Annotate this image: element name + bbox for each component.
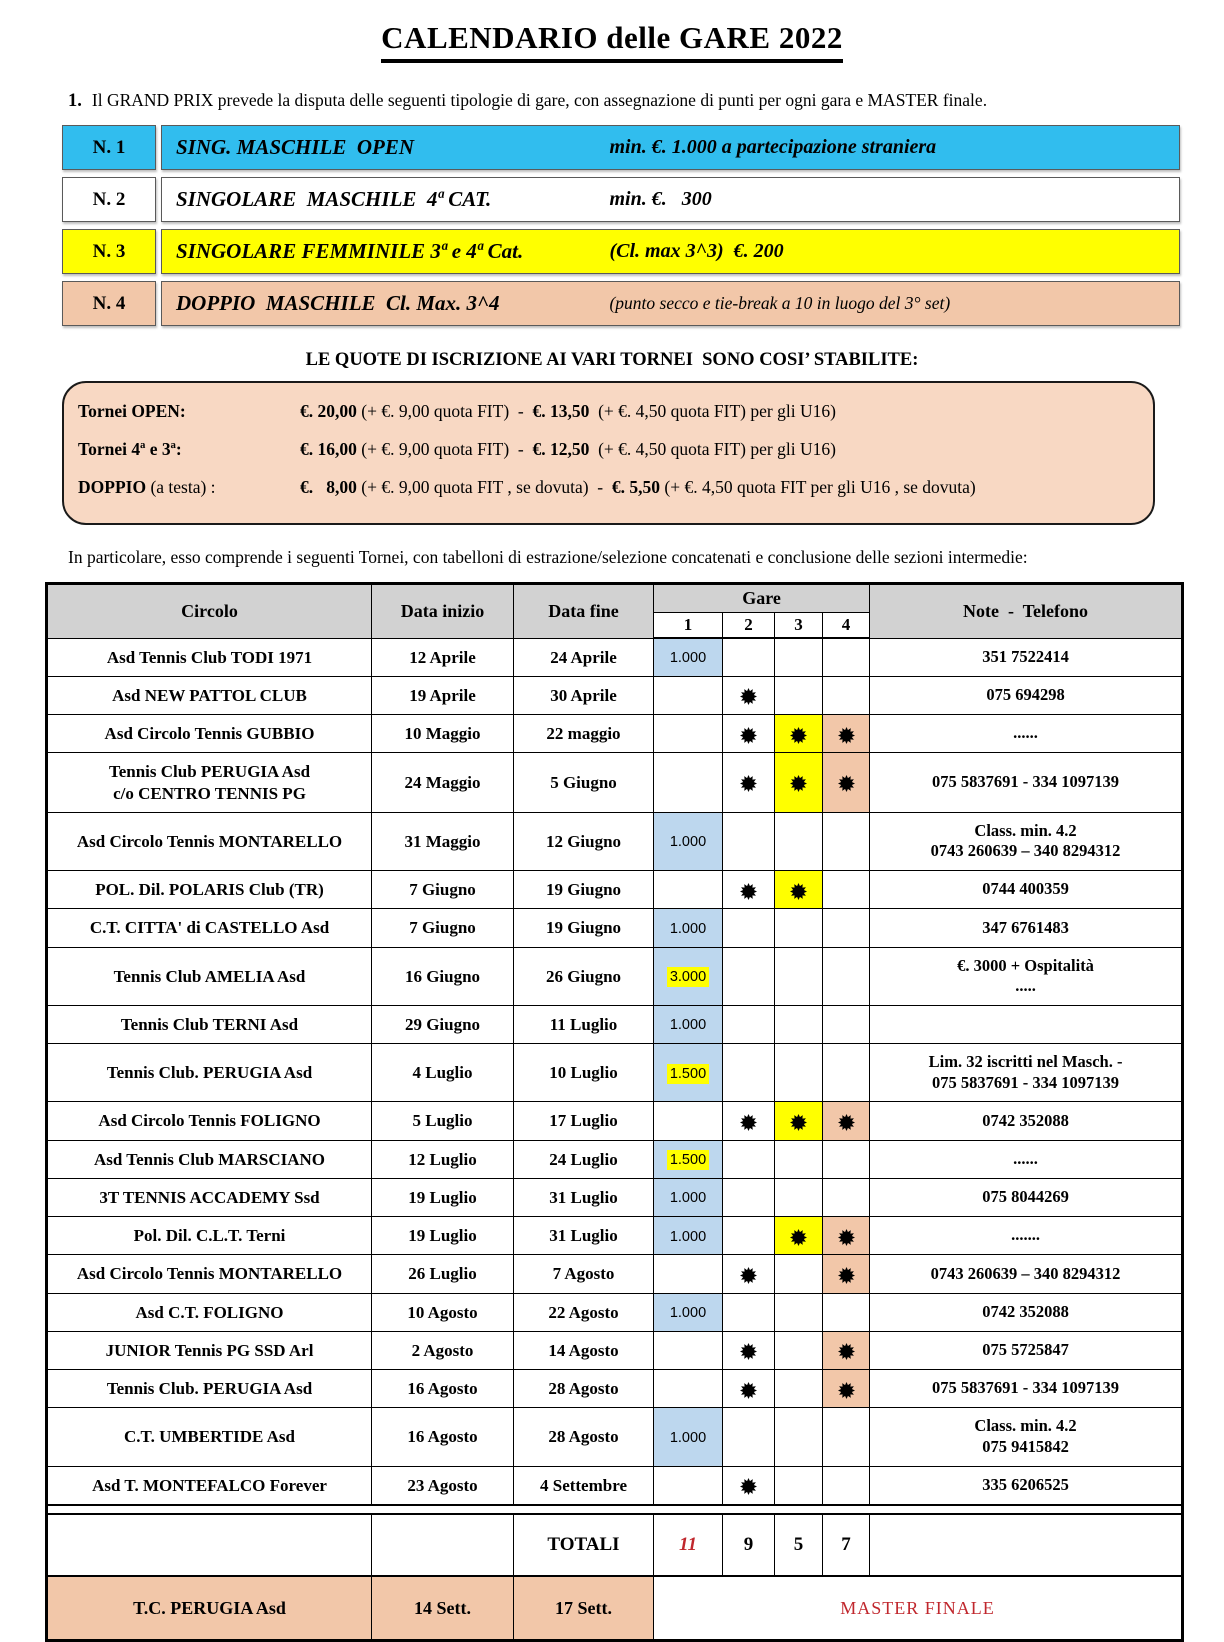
table-row (47, 1102, 1183, 1140)
data-inizio-cell: 31 Maggio (372, 812, 514, 870)
gare4-cell (823, 1293, 870, 1331)
gare4-cell (823, 909, 870, 947)
gare-type-number: N. 2 (62, 177, 156, 222)
separator-row (47, 1505, 1183, 1514)
gare4-cell (823, 1005, 870, 1043)
data-inizio-cell: 16 Agosto (372, 1370, 514, 1408)
table-row (47, 1005, 1183, 1043)
note-cell: Class. min. 4.2 075 9415842 (870, 1408, 1183, 1466)
gare-type-name: DOPPIO MASCHILE Cl. Max. 3^4 (176, 291, 500, 315)
note-cell: 0743 260639 – 340 8294312 (870, 1255, 1183, 1293)
star-icon (790, 1229, 807, 1246)
gare4-cell (823, 947, 870, 1005)
data-inizio-cell: 29 Giugno (372, 1005, 514, 1043)
gare4-cell (823, 1370, 870, 1408)
data-inizio-cell: 19 Aprile (372, 676, 514, 714)
note-cell: Lim. 32 iscritti nel Masch. - 075 5837691 - 334 1097139 (870, 1044, 1183, 1102)
fee-label-bold: DOPPIO (78, 477, 147, 497)
gare2-cell (723, 676, 775, 714)
gare1-cell (654, 1466, 723, 1505)
table-row (47, 715, 1183, 753)
totals-gare-4: 7 (823, 1514, 870, 1576)
circolo-cell: 3T TENNIS ACCADEMY Ssd (47, 1178, 372, 1216)
data-inizio-cell: 23 Agosto (372, 1466, 514, 1505)
table-row (47, 1217, 1183, 1255)
data-fine-cell: 28 Agosto (514, 1370, 654, 1408)
data-inizio-cell: 10 Agosto (372, 1293, 514, 1331)
gare1-value: 1.000 (669, 834, 707, 851)
fee-text (300, 477, 1135, 498)
col-header-gare-4: 4 (823, 613, 870, 639)
totals-gare-3: 5 (775, 1514, 823, 1576)
circolo-cell: Asd C.T. FOLIGNO (47, 1293, 372, 1331)
circolo-cell: Asd Circolo Tennis MONTARELLO (47, 1255, 372, 1293)
gare3-cell (775, 1044, 823, 1102)
note-cell: ....... (870, 1217, 1183, 1255)
gare-type-row-1 (62, 125, 1180, 170)
gare1-cell (654, 1140, 723, 1178)
gare2-cell (723, 1102, 775, 1140)
intro-number: 1. (68, 91, 82, 111)
gare2-cell (723, 1178, 775, 1216)
gare3-cell (775, 1102, 823, 1140)
col-header-data-inizio: Data inizio (372, 584, 514, 639)
gare1-value: 1.000 (669, 1228, 707, 1245)
star-icon (838, 775, 855, 792)
data-fine-cell: 10 Luglio (514, 1044, 654, 1102)
data-fine-cell: 14 Agosto (514, 1331, 654, 1369)
note-cell: ...... (870, 715, 1183, 753)
star-icon (790, 883, 807, 900)
data-fine-cell: 4 Settembre (514, 1466, 654, 1505)
table-row (47, 1408, 1183, 1466)
circolo-cell: C.T. UMBERTIDE Asd (47, 1408, 372, 1466)
data-inizio-cell: 26 Luglio (372, 1255, 514, 1293)
gare-type-name: SINGOLARE FEMMINILE 3ª e 4ª Cat. (176, 239, 524, 263)
circolo-cell: POL. Dil. POLARIS Club (TR) (47, 871, 372, 909)
table-row (47, 1178, 1183, 1216)
gare2-cell (723, 812, 775, 870)
final-data-inizio: 14 Sett. (372, 1576, 514, 1641)
circolo-cell: Tennis Club. PERUGIA Asd (47, 1370, 372, 1408)
gare4-cell (823, 1140, 870, 1178)
fee-amount-2: €. 5,50 (611, 477, 660, 497)
gare1-value: 1.000 (669, 1429, 707, 1446)
gare1-cell (654, 753, 723, 813)
fee-text (300, 439, 1135, 460)
gare3-cell (775, 1178, 823, 1216)
intro-text: Il GRAND PRIX prevede la disputa delle seguenti tipologie di gare, con assegnazione di punti per ogni gara e MASTER finale. (91, 90, 988, 110)
note-cell: 0742 352088 (870, 1102, 1183, 1140)
circolo-cell: Asd NEW PATTOL CLUB (47, 676, 372, 714)
gare-types-table (62, 125, 1180, 326)
star-icon (740, 1382, 757, 1399)
gare-type-detail: (Cl. max 3^3) €. 200 (609, 240, 784, 262)
gare-type-row-4 (62, 281, 1180, 326)
gare-type-detail: (punto secco e tie-break a 10 in luogo del 3° set) (609, 293, 951, 313)
star-icon (740, 727, 757, 744)
gare3-cell (775, 1140, 823, 1178)
data-fine-cell: 12 Giugno (514, 812, 654, 870)
gare4-cell (823, 1408, 870, 1466)
circolo-cell: Asd T. MONTEFALCO Forever (47, 1466, 372, 1505)
data-inizio-cell: 12 Aprile (372, 638, 514, 676)
gare4-cell (823, 715, 870, 753)
gare3-cell (775, 1331, 823, 1369)
fee-amount-1: €. 20,00 (300, 401, 357, 421)
data-fine-cell: 31 Luglio (514, 1217, 654, 1255)
circolo-cell: Tennis Club PERUGIA Asd c/o CENTRO TENNIS PG (47, 753, 372, 813)
circolo-cell: Tennis Club AMELIA Asd (47, 947, 372, 1005)
fee-amount-2: €. 13,50 (532, 401, 590, 421)
table-row (47, 1293, 1183, 1331)
star-icon (740, 883, 757, 900)
final-data-fine: 17 Sett. (514, 1576, 654, 1641)
gare1-cell (654, 909, 723, 947)
gare4-cell (823, 871, 870, 909)
gare1-cell (654, 715, 723, 753)
gare3-cell (775, 1255, 823, 1293)
gare4-cell (823, 812, 870, 870)
circolo-cell: Asd Tennis Club MARSCIANO (47, 1140, 372, 1178)
star-icon (740, 1478, 757, 1495)
data-inizio-cell: 2 Agosto (372, 1331, 514, 1369)
data-inizio-cell: 4 Luglio (372, 1044, 514, 1102)
data-fine-cell: 22 Agosto (514, 1293, 654, 1331)
gare1-cell (654, 1102, 723, 1140)
gare4-cell (823, 638, 870, 676)
col-header-data-fine: Data fine (514, 584, 654, 639)
gare-type-content (161, 229, 1180, 274)
col-header-circolo: Circolo (47, 584, 372, 639)
gare3-cell (775, 638, 823, 676)
gare1-cell (654, 871, 723, 909)
gare1-value: 1.500 (667, 1150, 709, 1170)
fee-amount-1: €. 16,00 (300, 439, 357, 459)
gare4-cell (823, 1255, 870, 1293)
gare1-cell (654, 676, 723, 714)
gare3-cell (775, 947, 823, 1005)
table-row (47, 676, 1183, 714)
master-finale-label: MASTER FINALE (654, 1576, 1183, 1641)
gare4-cell (823, 1178, 870, 1216)
gare1-cell (654, 1370, 723, 1408)
table-row (47, 947, 1183, 1005)
totals-row (47, 1514, 1183, 1576)
circolo-cell: Pol. Dil. C.L.T. Terni (47, 1217, 372, 1255)
col-header-gare: Gare (654, 584, 870, 613)
data-fine-cell: 22 maggio (514, 715, 654, 753)
gare1-value: 1.000 (669, 1305, 707, 1322)
note-cell: 335 6206525 (870, 1466, 1183, 1505)
note-cell: 0742 352088 (870, 1293, 1183, 1331)
data-fine-cell: 7 Agosto (514, 1255, 654, 1293)
table-row (47, 812, 1183, 870)
gare4-cell (823, 1466, 870, 1505)
gare1-cell (654, 1044, 723, 1102)
gare1-cell (654, 1331, 723, 1369)
totals-empty-circolo (47, 1514, 372, 1576)
gare4-cell (823, 1044, 870, 1102)
gare1-cell (654, 812, 723, 870)
data-fine-cell: 26 Giugno (514, 947, 654, 1005)
fee-line-open (78, 401, 1135, 422)
note-cell: ...... (870, 1140, 1183, 1178)
star-icon (740, 1267, 757, 1284)
gare1-value: 1.500 (667, 1064, 709, 1084)
gare-type-number: N. 1 (62, 125, 156, 170)
totals-gare-2: 9 (723, 1514, 775, 1576)
gare2-cell (723, 1044, 775, 1102)
note-cell: 075 5837691 - 334 1097139 (870, 1370, 1183, 1408)
totals-empty-inizio (372, 1514, 514, 1576)
gare1-value: 1.000 (669, 650, 707, 667)
star-icon (838, 1267, 855, 1284)
fee-text (300, 401, 1135, 422)
note-cell: Class. min. 4.2 0743 260639 – 340 8294312 (870, 812, 1183, 870)
gare1-cell (654, 947, 723, 1005)
gare2-cell (723, 1217, 775, 1255)
table-row (47, 1255, 1183, 1293)
gare3-cell (775, 715, 823, 753)
fees-heading: LE QUOTE DI ISCRIZIONE AI VARI TORNEI SONO COSI’ STABILITE: (305, 350, 919, 370)
page-title: CALENDARIO delle GARE 2022 (381, 20, 843, 63)
gare1-value: 3.000 (667, 967, 709, 987)
data-inizio-cell: 19 Luglio (372, 1217, 514, 1255)
fee-label-bold: Tornei 4ª e 3ª: (78, 439, 182, 459)
circolo-cell: Asd Circolo Tennis GUBBIO (47, 715, 372, 753)
calendar-table-body (47, 638, 1183, 1640)
data-inizio-cell: 5 Luglio (372, 1102, 514, 1140)
gare3-cell (775, 1217, 823, 1255)
star-icon (838, 1114, 855, 1131)
fee-label-bold: Tornei OPEN: (78, 401, 186, 421)
gare3-cell (775, 676, 823, 714)
gare3-cell (775, 1005, 823, 1043)
circolo-cell: Asd Circolo Tennis FOLIGNO (47, 1102, 372, 1140)
circolo-cell: JUNIOR Tennis PG SSD Arl (47, 1331, 372, 1369)
fee-mid: (+ €. 9,00 quota FIT) - (356, 439, 533, 459)
col-header-gare-3: 3 (775, 613, 823, 639)
data-fine-cell: 17 Luglio (514, 1102, 654, 1140)
data-inizio-cell: 7 Giugno (372, 871, 514, 909)
gare1-value: 1.000 (669, 1190, 707, 1207)
table-row (47, 638, 1183, 676)
note-cell: €. 3000 + Ospitalità ..... (870, 947, 1183, 1005)
table-row (47, 871, 1183, 909)
star-icon (790, 1114, 807, 1131)
star-icon (838, 1343, 855, 1360)
gare2-cell (723, 871, 775, 909)
note-cell: 075 5725847 (870, 1331, 1183, 1369)
fee-tail: (+ €. 4,50 quota FIT) per gli U16) (589, 439, 836, 459)
gare3-cell (775, 1466, 823, 1505)
data-fine-cell: 24 Luglio (514, 1140, 654, 1178)
table-row (47, 1140, 1183, 1178)
totals-gare-1: 11 (654, 1514, 723, 1576)
gare1-cell (654, 1178, 723, 1216)
gare2-cell (723, 1140, 775, 1178)
totals-label: TOTALI (514, 1514, 654, 1576)
data-inizio-cell: 7 Giugno (372, 909, 514, 947)
gare-type-content (161, 177, 1180, 222)
gare-type-name: SINGOLARE MASCHILE 4ª CAT. (176, 187, 492, 211)
gare2-cell (723, 638, 775, 676)
data-fine-cell: 11 Luglio (514, 1005, 654, 1043)
circolo-cell: Asd Tennis Club TODI 1971 (47, 638, 372, 676)
gare3-cell (775, 909, 823, 947)
gare1-cell (654, 1217, 723, 1255)
data-fine-cell: 31 Luglio (514, 1178, 654, 1216)
circolo-cell: C.T. CITTA' di CASTELLO Asd (47, 909, 372, 947)
table-row (47, 1044, 1183, 1102)
note-cell: 0744 400359 (870, 871, 1183, 909)
data-fine-cell: 30 Aprile (514, 676, 654, 714)
gare3-cell (775, 1370, 823, 1408)
gare-type-detail: min. €. 300 (609, 188, 712, 210)
fee-mid: (+ €. 9,00 quota FIT) - (356, 401, 533, 421)
gare3-cell (775, 871, 823, 909)
fee-line-4a3a (78, 439, 1135, 460)
circolo-cell: Asd Circolo Tennis MONTARELLO (47, 812, 372, 870)
gare1-value: 1.000 (669, 920, 707, 937)
title-wrap (0, 0, 1224, 63)
star-icon (740, 688, 757, 705)
fee-mid: (+ €. 9,00 quota FIT , se dovuta) - (356, 477, 612, 497)
data-fine-cell: 28 Agosto (514, 1408, 654, 1466)
gare4-cell (823, 1331, 870, 1369)
star-icon (838, 727, 855, 744)
gare4-cell (823, 676, 870, 714)
calendar-table-head (47, 584, 1183, 639)
data-inizio-cell: 24 Maggio (372, 753, 514, 813)
fee-tail: (+ €. 4,50 quota FIT) per gli U16) (589, 401, 836, 421)
fee-label-normal: (a testa) : (146, 477, 216, 497)
note-cell: 075 8044269 (870, 1178, 1183, 1216)
data-inizio-cell: 16 Giugno (372, 947, 514, 1005)
data-fine-cell: 5 Giugno (514, 753, 654, 813)
gare2-cell (723, 909, 775, 947)
gare2-cell (723, 947, 775, 1005)
separator-cell (47, 1505, 1183, 1514)
gare2-cell (723, 1005, 775, 1043)
note-cell (870, 1005, 1183, 1043)
gare4-cell (823, 753, 870, 813)
fee-label (78, 439, 300, 460)
circolo-cell: Tennis Club TERNI Asd (47, 1005, 372, 1043)
table-row (47, 1370, 1183, 1408)
gare2-cell (723, 1293, 775, 1331)
gare-type-detail: min. €. 1.000 a partecipazione straniera (609, 136, 937, 158)
star-icon (790, 727, 807, 744)
gare1-cell (654, 1408, 723, 1466)
gare-type-number: N. 3 (62, 229, 156, 274)
star-icon (838, 1382, 855, 1399)
data-inizio-cell: 19 Luglio (372, 1178, 514, 1216)
star-icon (740, 1343, 757, 1360)
data-fine-cell: 19 Giugno (514, 909, 654, 947)
header-row (47, 584, 1183, 613)
star-icon (740, 1114, 757, 1131)
data-inizio-cell: 12 Luglio (372, 1140, 514, 1178)
master-final-row (47, 1576, 1183, 1641)
gare1-value: 1.000 (669, 1017, 707, 1034)
gare-type-row-3 (62, 229, 1180, 274)
fee-tail: (+ €. 4,50 quota FIT per gli U16 , se dovuta) (660, 477, 976, 497)
gare1-cell (654, 638, 723, 676)
gare3-cell (775, 812, 823, 870)
table-row (47, 909, 1183, 947)
gare4-cell (823, 1102, 870, 1140)
data-inizio-cell: 10 Maggio (372, 715, 514, 753)
note-cell: 351 7522414 (870, 638, 1183, 676)
gare-type-row-2 (62, 177, 1180, 222)
table-row (47, 1331, 1183, 1369)
star-icon (790, 775, 807, 792)
gare-type-name: SING. MASCHILE OPEN (176, 135, 415, 159)
circolo-cell: Tennis Club. PERUGIA Asd (47, 1044, 372, 1102)
note-cell: 075 5837691 - 334 1097139 (870, 753, 1183, 813)
star-icon (838, 1229, 855, 1246)
gare2-cell (723, 753, 775, 813)
gare2-cell (723, 1255, 775, 1293)
fees-box (62, 381, 1155, 525)
data-inizio-cell: 16 Agosto (372, 1408, 514, 1466)
gare2-cell (723, 1370, 775, 1408)
star-icon (740, 775, 757, 792)
gare3-cell (775, 753, 823, 813)
gare4-cell (823, 1217, 870, 1255)
gare-type-content (161, 125, 1180, 170)
gare3-cell (775, 1408, 823, 1466)
detail-paragraph: In particolare, esso comprende i seguenti Tornei, con tabelloni di estrazione/selezione concatenati e conclusione delle sezioni intermedie: (68, 547, 1028, 567)
gare1-cell (654, 1255, 723, 1293)
fee-amount-2: €. 12,50 (532, 439, 590, 459)
gare-type-content (161, 281, 1180, 326)
final-circolo: T.C. PERUGIA Asd (47, 1576, 372, 1641)
table-row (47, 1466, 1183, 1505)
fee-label (78, 401, 300, 422)
data-fine-cell: 24 Aprile (514, 638, 654, 676)
gare1-cell (654, 1005, 723, 1043)
gare3-cell (775, 1293, 823, 1331)
gare2-cell (723, 715, 775, 753)
table-row (47, 753, 1183, 813)
note-cell: 347 6761483 (870, 909, 1183, 947)
gare1-cell (654, 1293, 723, 1331)
data-fine-cell: 19 Giugno (514, 871, 654, 909)
gare-type-number: N. 4 (62, 281, 156, 326)
calendar-table (45, 582, 1184, 1642)
col-header-gare-1: 1 (654, 613, 723, 639)
col-header-note-telefono: Note - Telefono (870, 584, 1183, 639)
fee-label (78, 477, 300, 498)
gare2-cell (723, 1408, 775, 1466)
fee-line-doppio (78, 477, 1135, 498)
intro-paragraph (68, 90, 1184, 112)
gare2-cell (723, 1331, 775, 1369)
note-cell: 075 694298 (870, 676, 1183, 714)
col-header-gare-2: 2 (723, 613, 775, 639)
gare2-cell (723, 1466, 775, 1505)
totals-empty-note (870, 1514, 1183, 1576)
fee-amount-1: €. 8,00 (300, 477, 357, 497)
